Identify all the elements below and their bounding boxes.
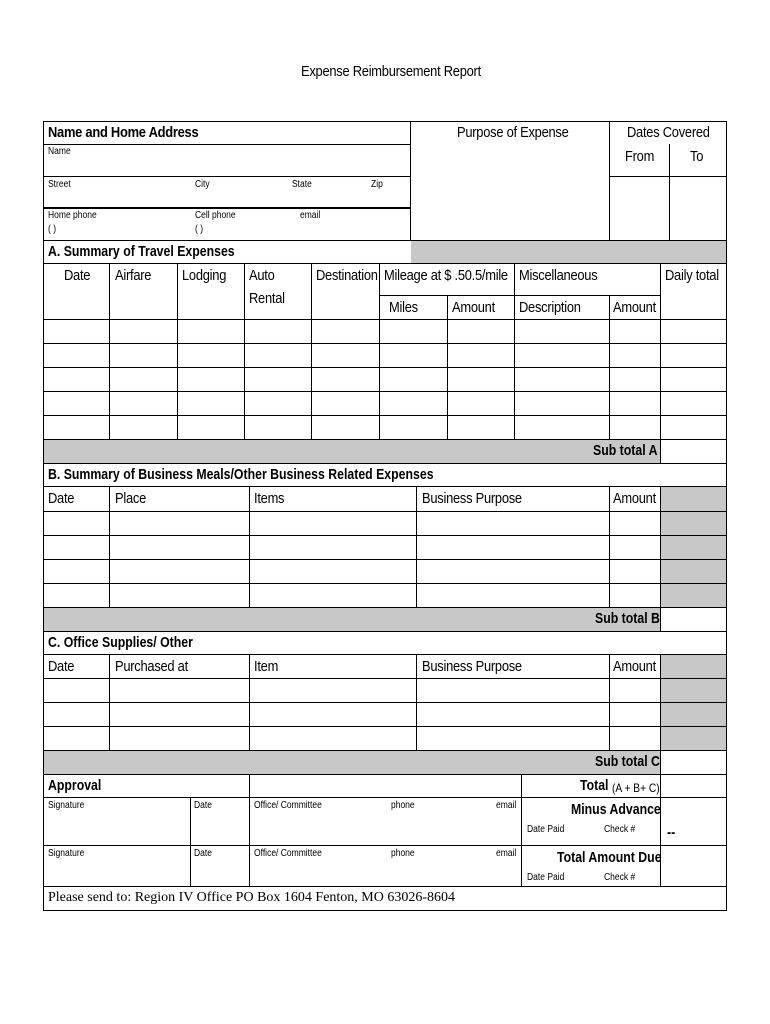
email-field-label[interactable]: email [300,210,321,221]
total-formula: (A + B+ C) [612,781,660,795]
col-daily-total: Daily total [665,267,719,284]
col-lodging: Lodging [182,267,227,284]
cell-phone-paren: ( ) [195,224,204,235]
col-rental: Rental [249,290,285,307]
section-b-title: B. Summary of Business Meals/Other Business Related Expenses [48,466,434,483]
cell-phone-field-label[interactable]: Cell phone [195,210,236,221]
approval-title: Approval [48,777,102,794]
email-1-label[interactable]: email [496,800,517,811]
col-description: Description [519,299,581,316]
col-miscellaneous: Miscellaneous [519,267,598,284]
signature-2-label[interactable]: Signature [48,848,85,859]
name-address-heading: Name and Home Address [48,124,199,141]
dates-covered-heading: Dates Covered [627,124,710,141]
check-1-label: Check # [604,824,636,835]
b-col-place: Place [115,490,146,507]
city-field-label[interactable]: City [195,179,210,190]
col-mileage-amount: Amount [452,299,495,316]
from-label: From [625,148,655,165]
office-1-label[interactable]: Office/ Committee [254,800,322,811]
b-col-purpose: Business Purpose [422,490,522,507]
b-col-date: Date [48,490,75,507]
c-col-purchased: Purchased at [115,658,188,675]
home-phone-paren: ( ) [48,224,57,235]
phone-1-label[interactable]: phone [391,800,415,811]
col-date: Date [64,267,91,284]
subtotal-a-label: Sub total A [593,442,658,459]
purpose-heading: Purpose of Expense [457,124,569,141]
date-paid-1-label: Date Paid [527,824,565,835]
col-miles: Miles [389,299,418,316]
phone-2-label[interactable]: phone [391,848,415,859]
date-2-label[interactable]: Date [194,848,212,859]
col-misc-amount: Amount [613,299,656,316]
minus-advance-label: Minus Advance [571,801,661,818]
c-col-date: Date [48,658,75,675]
col-airfare: Airfare [115,267,152,284]
total-due-label: Total Amount Due [557,849,662,866]
office-2-label[interactable]: Office/ Committee [254,848,322,859]
footer-address: Please send to: Region IV Office PO Box 1604 Fenton, MO 63026-8604 [48,890,456,905]
date-paid-2-label: Date Paid [527,872,565,883]
c-col-item: Item [254,658,279,675]
state-field-label[interactable]: State [292,179,312,190]
subtotal-c-label: Sub total C [595,753,660,770]
section-a-title: A. Summary of Travel Expenses [48,243,235,260]
advance-dash: -- [667,824,676,841]
total-label: Total [580,777,609,794]
col-auto: Auto [249,267,275,284]
page-title: Expense Reimbursement Report [301,63,481,80]
col-destination: Destination [316,267,378,284]
zip-field-label[interactable]: Zip [371,179,383,190]
to-label: To [690,148,704,165]
b-col-items: Items [254,490,285,507]
section-c-title: C. Office Supplies/ Other [48,634,193,651]
col-mileage: Mileage at $ .50.5/mile [384,267,508,284]
b-col-amount: Amount [613,490,656,507]
c-col-amount: Amount [613,658,656,675]
email-2-label[interactable]: email [496,848,517,859]
c-col-purpose: Business Purpose [422,658,522,675]
home-phone-field-label[interactable]: Home phone [48,210,97,221]
check-2-label: Check # [604,872,636,883]
subtotal-b-label: Sub total B [595,610,660,627]
street-field-label[interactable]: Street [48,179,71,190]
signature-1-label[interactable]: Signature [48,800,85,811]
name-field-label[interactable]: Name [48,146,71,157]
date-1-label[interactable]: Date [194,800,212,811]
